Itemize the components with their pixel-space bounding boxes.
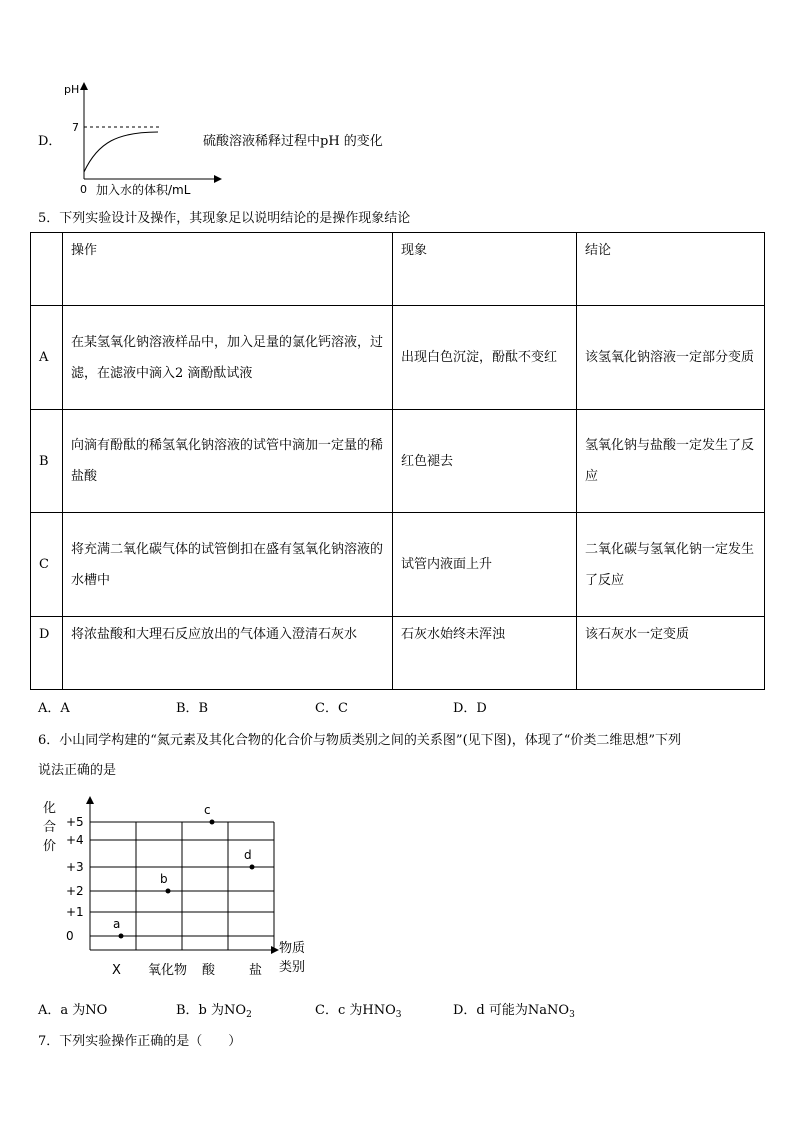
q6-stem-line2: 说法正确的是: [38, 763, 117, 778]
header-conclusion: 结论: [577, 233, 765, 306]
q5-option-d[interactable]: D．D: [453, 701, 487, 716]
header-operation: 操作: [63, 233, 393, 306]
y-tick-label: +5: [66, 815, 84, 829]
category-label: 盐: [249, 963, 263, 978]
option-prefix: D．d 可能为: [453, 1003, 528, 1018]
operation-cell: 将浓盐酸和大理石反应放出的气体通入澄清石灰水: [63, 617, 393, 690]
y-tick-label: +2: [66, 884, 84, 898]
point-label: b: [160, 872, 168, 886]
table-row: [31, 617, 765, 690]
option-prefix: B．b 为: [176, 1003, 225, 1018]
y-tick-labels: [66, 815, 84, 943]
operation-cell: 在某氢氧化钠溶液样品中，加入足量的氯化钙溶液，过滤，在滤液中滴入2 滴酚酞试液: [63, 306, 393, 410]
q5-option-a[interactable]: A．A: [38, 701, 70, 716]
point-label: a: [113, 917, 121, 931]
formula-subscript: 3: [395, 1010, 402, 1020]
data-point: [250, 865, 255, 870]
operation-cell: 将充满二氧化碳气体的试管倒扣在盛有氢氧化钠溶液的水槽中: [63, 513, 393, 617]
experiment-table: [30, 232, 765, 690]
q5-stem: 5．下列实验设计及操作，其现象足以说明结论的是操作现象结论: [38, 211, 411, 226]
category-label: X: [112, 963, 121, 978]
x-label-line-2: 类别: [279, 960, 306, 975]
q6-option-c[interactable]: [315, 999, 401, 1020]
option-formula: HNO: [362, 1003, 396, 1018]
y-tick-label: 0: [66, 929, 74, 943]
phenomenon-cell: 石灰水始终未浑浊: [393, 617, 577, 690]
q5-option-c[interactable]: C．C: [315, 701, 348, 716]
phenomenon-cell: 出现白色沉淀，酚酞不变红: [393, 306, 577, 410]
point-label: d: [244, 848, 252, 862]
table-row: [31, 306, 765, 410]
table-row: [31, 513, 765, 617]
option-formula: NO: [85, 1003, 108, 1018]
ph-curve: [84, 132, 158, 172]
q6-stem-line1: 6．小山同学构建的“氮元素及其化合物的化合价与物质类别之间的关系图”(见下图)，体现了“价类二维思想”下列: [38, 733, 681, 748]
phenomenon-cell: 试管内液面上升: [393, 513, 577, 617]
x-label-line-1: 物质: [279, 941, 306, 956]
point-label: c: [204, 803, 211, 817]
table-header-row: [31, 233, 765, 306]
category-labels: [112, 962, 262, 978]
valence-class-chart: [30, 792, 330, 992]
y-tick-label: +4: [66, 833, 84, 847]
q6-option-b[interactable]: [176, 999, 252, 1020]
y-tick-label: +1: [66, 905, 84, 919]
y-label-char-3: 价: [43, 839, 57, 854]
conclusion-cell: 氢氧化钠与盐酸一定发生了反应: [577, 410, 765, 513]
row-label: D: [31, 617, 63, 690]
data-points: [113, 803, 255, 939]
conclusion-cell: 二氧化碳与氢氧化钠一定发生了反应: [577, 513, 765, 617]
q5-option-b[interactable]: B．B: [176, 701, 209, 716]
header-phenomenon: 现象: [393, 233, 577, 306]
data-point: [166, 889, 171, 894]
option-prefix: C．c 为: [315, 1003, 363, 1018]
option-formula: NaNO: [527, 1003, 570, 1018]
category-label: 酸: [202, 963, 216, 978]
option-prefix: A．a 为: [38, 1003, 86, 1018]
row-label: A: [31, 306, 63, 410]
x-axis-label: 加入水的体积/mL: [96, 183, 191, 197]
row-label: B: [31, 410, 63, 513]
table-row: [31, 410, 765, 513]
operation-cell: 向滴有酚酞的稀氢氧化钠溶液的试管中滴加一定量的稀盐酸: [63, 410, 393, 513]
phenomenon-cell: 红色褪去: [393, 410, 577, 513]
y-label-char-1: 化: [43, 801, 57, 816]
q6-option-d[interactable]: [453, 999, 575, 1020]
option-d-label: D．: [38, 134, 62, 149]
row-label: C: [31, 513, 63, 617]
header-empty: [31, 233, 63, 306]
y-tick-label: +3: [66, 860, 84, 874]
y-label-char-2: 合: [43, 820, 57, 835]
y-axis-label: pH: [64, 83, 80, 96]
option-formula: NO: [224, 1003, 247, 1018]
formula-subscript: 3: [569, 1010, 575, 1020]
conclusion-cell: 该石灰水一定变质: [577, 617, 765, 690]
data-point: [210, 820, 215, 825]
conclusion-cell: 该氢氧化钠溶液一定部分变质: [577, 306, 765, 410]
graph-caption: 硫酸溶液稀释过程中pH 的变化: [203, 134, 383, 149]
origin-label: 0: [80, 183, 87, 196]
category-label: 氧化物: [148, 963, 188, 978]
q7-stem: 7．下列实验操作正确的是（ ）: [38, 1034, 242, 1049]
formula-subscript: 2: [246, 1010, 252, 1020]
q6-option-a[interactable]: [38, 999, 107, 1018]
data-point: [119, 934, 124, 939]
y-tick-7: 7: [72, 121, 79, 134]
